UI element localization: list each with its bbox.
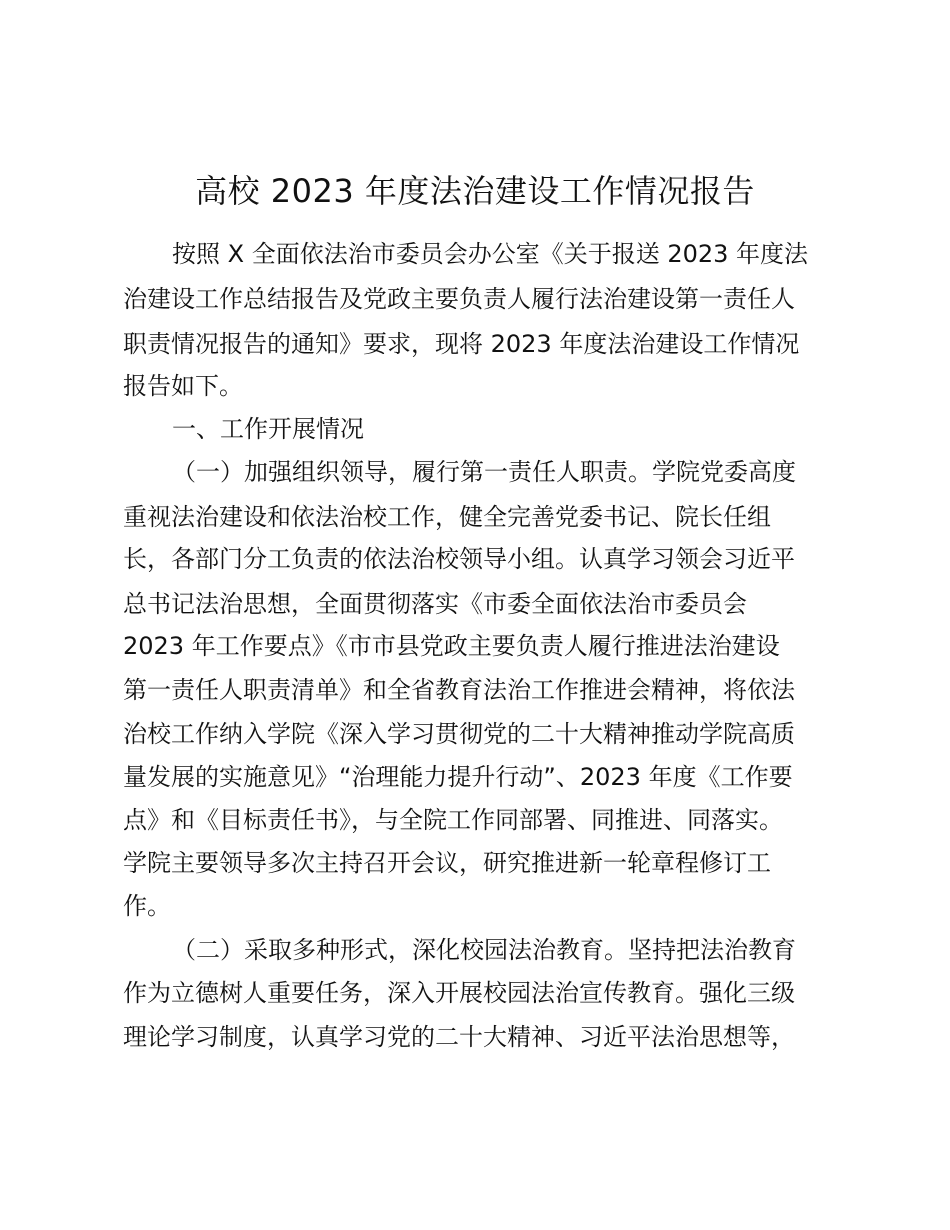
paragraph-line: 点》和《目标责任书》，与全院工作同部署、同推进、同落实。 <box>123 806 783 834</box>
paragraph-line: 治校工作纳入学院《深入学习贯彻党的二十大精神推动学院高质 <box>123 720 795 748</box>
paragraph-line: （一）加强组织领导，履行第一责任人职责。学院党委高度 <box>172 458 796 486</box>
paragraph-line: 量发展的实施意见》“治理能力提升行动”、2023 年度《工作要 <box>123 763 793 791</box>
section-heading: 一、工作开展情况 <box>172 415 364 443</box>
paragraph-line: 作。 <box>123 892 171 920</box>
paragraph-line: 2023 年工作要点》《市市县党政主要负责人履行推进法治建设 <box>123 632 780 660</box>
paragraph-line: 职责情况报告的通知》要求，现将 2023 年度法治建设工作情况 <box>123 330 800 358</box>
paragraph-line: 报告如下。 <box>123 372 243 400</box>
paragraph-line: 理论学习制度，认真学习党的二十大精神、习近平法治思想等， <box>123 1023 795 1051</box>
paragraph-line: 作为立德树人重要任务，深入开展校园法治宣传教育。强化三级 <box>123 979 795 1007</box>
document-title: 高校 2023 年度法治建设工作情况报告 <box>195 172 755 210</box>
paragraph-line: 按照 X 全面依法治市委员会办公室《关于报送 2023 年度法 <box>172 240 809 268</box>
paragraph-line: 学院主要领导多次主持召开会议，研究推进新一轮章程修订工 <box>123 849 771 877</box>
paragraph-line: 长，各部门分工负责的依法治校领导小组。认真学习领会习近平 <box>123 545 795 573</box>
paragraph-line: 总书记法治思想，全面贯彻落实《市委全面依法治市委员会 <box>123 590 747 618</box>
paragraph-line: 重视法治建设和依法治校工作，健全完善党委书记、院长任组 <box>123 503 771 531</box>
paragraph-line: 第一责任人职责清单》和全省教育法治工作推进会精神，将依法 <box>123 676 795 704</box>
paragraph-line: （二）采取多种形式，深化校园法治教育。坚持把法治教育 <box>172 936 796 964</box>
paragraph-line: 治建设工作总结报告及党政主要负责人履行法治建设第一责任人 <box>123 285 795 313</box>
